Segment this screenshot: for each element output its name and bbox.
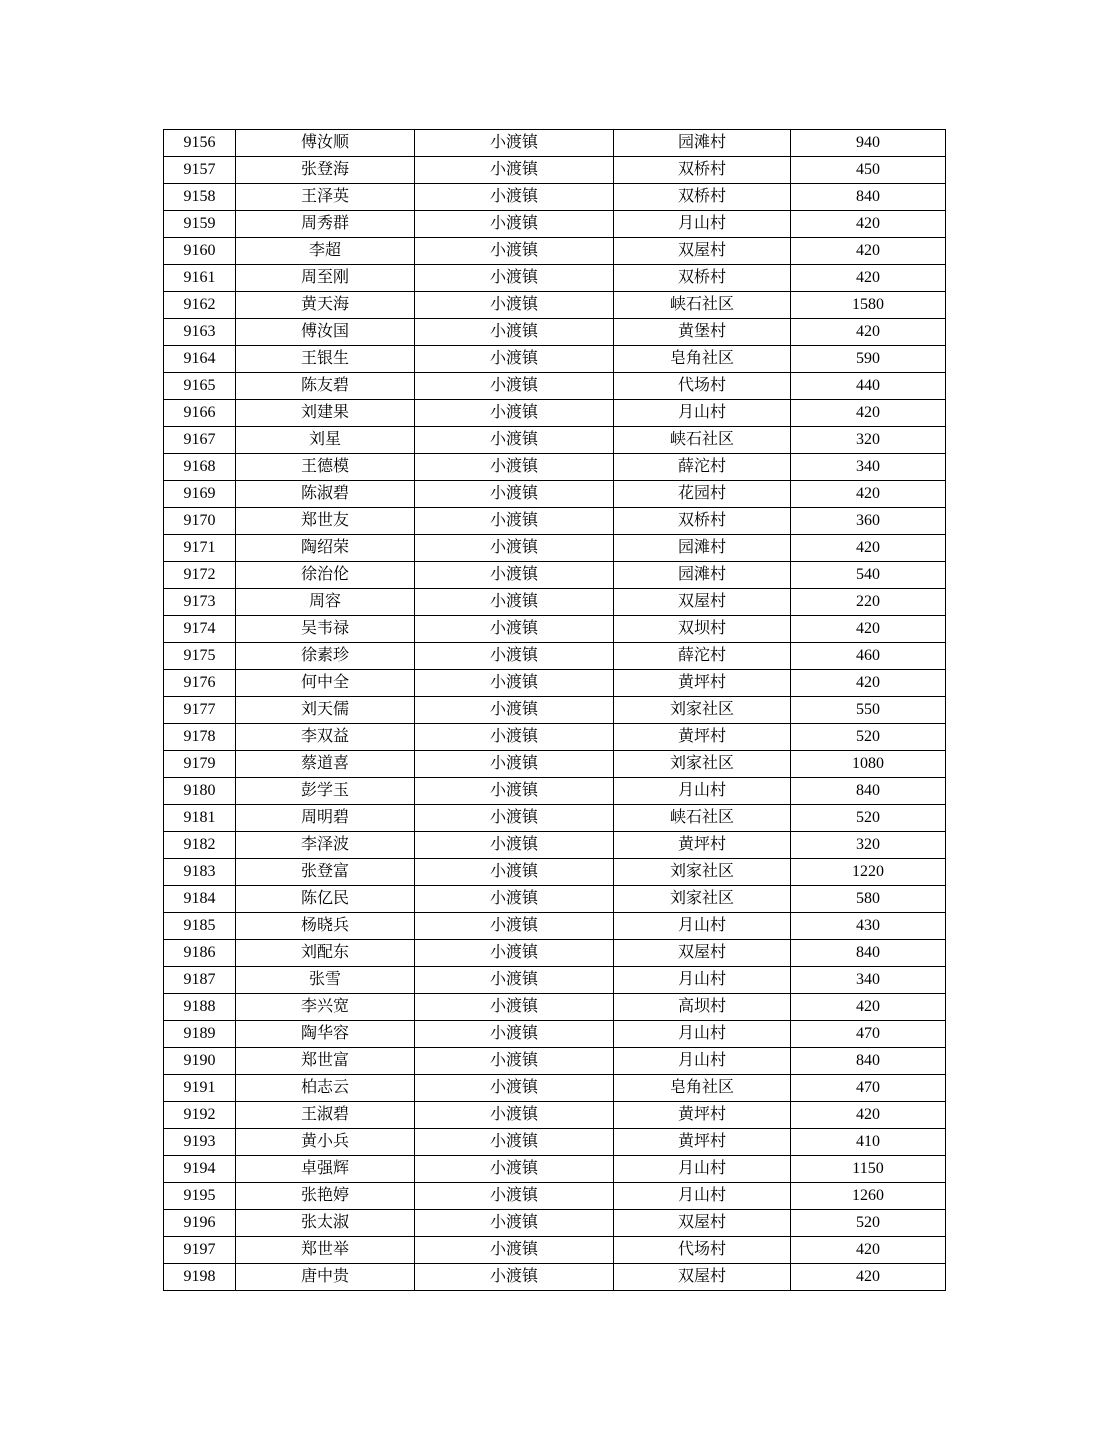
table-cell-name: 彭学玉 [236,778,415,805]
table-cell-id: 9158 [164,184,236,211]
table-cell-id: 9188 [164,994,236,1021]
table-cell-id: 9190 [164,1048,236,1075]
table-row [164,238,946,265]
table-cell-id: 9198 [164,1264,236,1291]
table-row [164,535,946,562]
table-cell-amount: 470 [791,1021,946,1048]
table-row [164,589,946,616]
table-cell-town: 小渡镇 [415,616,614,643]
table-cell-name: 刘星 [236,427,415,454]
table-cell-amount: 420 [791,994,946,1021]
table-cell-id: 9192 [164,1102,236,1129]
table-cell-town: 小渡镇 [415,778,614,805]
table-cell-name: 黄小兵 [236,1129,415,1156]
table-body [164,130,946,1291]
table-cell-id: 9193 [164,1129,236,1156]
table-cell-name: 郑世友 [236,508,415,535]
table-cell-id: 9179 [164,751,236,778]
table-cell-village: 薛沱村 [614,454,791,481]
table-cell-village: 代场村 [614,1237,791,1264]
table-row [164,346,946,373]
table-cell-name: 傅汝顺 [236,130,415,157]
table-cell-village: 黄坪村 [614,832,791,859]
table-cell-village: 双屋村 [614,940,791,967]
table-cell-amount: 840 [791,940,946,967]
table-cell-town: 小渡镇 [415,589,614,616]
table-cell-name: 刘建果 [236,400,415,427]
table-row [164,778,946,805]
table-cell-id: 9178 [164,724,236,751]
table-cell-village: 双坝村 [614,616,791,643]
table-row [164,427,946,454]
table-cell-town: 小渡镇 [415,724,614,751]
table-row [164,400,946,427]
table-cell-amount: 420 [791,238,946,265]
table-cell-id: 9195 [164,1183,236,1210]
table-cell-amount: 220 [791,589,946,616]
table-cell-town: 小渡镇 [415,130,614,157]
table-cell-village: 双桥村 [614,157,791,184]
table-cell-town: 小渡镇 [415,913,614,940]
table-cell-amount: 940 [791,130,946,157]
table-cell-village: 刘家社区 [614,859,791,886]
table-cell-amount: 420 [791,1237,946,1264]
table-cell-village: 黄坪村 [614,1129,791,1156]
table-cell-village: 月山村 [614,778,791,805]
table-cell-id: 9164 [164,346,236,373]
table-row [164,481,946,508]
table-row [164,751,946,778]
table-cell-town: 小渡镇 [415,238,614,265]
table-cell-town: 小渡镇 [415,427,614,454]
table-cell-id: 9162 [164,292,236,319]
table-cell-town: 小渡镇 [415,1156,614,1183]
table-cell-town: 小渡镇 [415,157,614,184]
table-cell-town: 小渡镇 [415,1237,614,1264]
table-cell-village: 月山村 [614,1183,791,1210]
table-row [164,670,946,697]
table-cell-id: 9175 [164,643,236,670]
table-row [164,643,946,670]
table-cell-name: 刘天儒 [236,697,415,724]
table-cell-id: 9196 [164,1210,236,1237]
table-row [164,1156,946,1183]
table-cell-name: 王德模 [236,454,415,481]
table-row [164,1264,946,1291]
table-cell-amount: 360 [791,508,946,535]
table-cell-id: 9167 [164,427,236,454]
table-cell-amount: 520 [791,805,946,832]
table-cell-amount: 410 [791,1129,946,1156]
data-table [163,129,946,1291]
table-cell-name: 李超 [236,238,415,265]
table-cell-town: 小渡镇 [415,1264,614,1291]
table-cell-town: 小渡镇 [415,697,614,724]
table-cell-town: 小渡镇 [415,184,614,211]
table-cell-village: 黄坪村 [614,670,791,697]
table-cell-name: 张雪 [236,967,415,994]
table-cell-village: 皂角社区 [614,346,791,373]
table-cell-name: 陶华容 [236,1021,415,1048]
table-cell-amount: 420 [791,1102,946,1129]
table-cell-id: 9171 [164,535,236,562]
table-cell-id: 9185 [164,913,236,940]
table-cell-amount: 1220 [791,859,946,886]
table-cell-amount: 420 [791,535,946,562]
table-cell-id: 9176 [164,670,236,697]
table-cell-amount: 420 [791,400,946,427]
table-cell-name: 张登海 [236,157,415,184]
table-cell-village: 皂角社区 [614,1075,791,1102]
table-cell-town: 小渡镇 [415,535,614,562]
table-cell-name: 陈亿民 [236,886,415,913]
table-cell-amount: 470 [791,1075,946,1102]
table-cell-town: 小渡镇 [415,265,614,292]
table-row [164,211,946,238]
table-cell-town: 小渡镇 [415,1075,614,1102]
table-cell-amount: 1150 [791,1156,946,1183]
table-cell-name: 何中全 [236,670,415,697]
table-cell-id: 9166 [164,400,236,427]
table-cell-village: 月山村 [614,400,791,427]
table-row [164,697,946,724]
table-cell-amount: 320 [791,832,946,859]
table-cell-village: 刘家社区 [614,697,791,724]
table-cell-id: 9191 [164,1075,236,1102]
table-cell-town: 小渡镇 [415,1021,614,1048]
table-cell-name: 黄天海 [236,292,415,319]
table-cell-id: 9173 [164,589,236,616]
table-cell-name: 王淑碧 [236,1102,415,1129]
table-cell-name: 周明碧 [236,805,415,832]
table-cell-town: 小渡镇 [415,292,614,319]
table-cell-name: 郑世富 [236,1048,415,1075]
table-cell-name: 柏志云 [236,1075,415,1102]
table-cell-name: 唐中贵 [236,1264,415,1291]
table-cell-id: 9181 [164,805,236,832]
table-row [164,319,946,346]
table-cell-amount: 320 [791,427,946,454]
table-cell-name: 刘配东 [236,940,415,967]
table-cell-amount: 440 [791,373,946,400]
table-row [164,859,946,886]
table-cell-town: 小渡镇 [415,454,614,481]
table-cell-town: 小渡镇 [415,562,614,589]
table-cell-village: 双屋村 [614,1264,791,1291]
table-cell-id: 9174 [164,616,236,643]
table-row [164,1237,946,1264]
table-cell-amount: 420 [791,265,946,292]
table-cell-amount: 420 [791,616,946,643]
table-cell-id: 9172 [164,562,236,589]
table-cell-id: 9177 [164,697,236,724]
table-cell-town: 小渡镇 [415,211,614,238]
table-row [164,508,946,535]
table-cell-town: 小渡镇 [415,670,614,697]
table-cell-amount: 1260 [791,1183,946,1210]
table-cell-name: 郑世举 [236,1237,415,1264]
table-cell-village: 峡石社区 [614,805,791,832]
table-cell-id: 9160 [164,238,236,265]
table-cell-amount: 420 [791,211,946,238]
table-cell-name: 王泽英 [236,184,415,211]
table-row [164,805,946,832]
table-cell-name: 傅汝国 [236,319,415,346]
table-cell-town: 小渡镇 [415,373,614,400]
table-cell-name: 陶绍荣 [236,535,415,562]
table-row [164,1075,946,1102]
table-cell-name: 杨晓兵 [236,913,415,940]
table-row [164,130,946,157]
table-cell-amount: 520 [791,1210,946,1237]
table-cell-name: 李双益 [236,724,415,751]
table-cell-name: 李泽波 [236,832,415,859]
table-row [164,967,946,994]
table-cell-town: 小渡镇 [415,1183,614,1210]
table-cell-village: 双桥村 [614,508,791,535]
table-cell-village: 双屋村 [614,589,791,616]
table-cell-name: 张艳婷 [236,1183,415,1210]
table-cell-id: 9184 [164,886,236,913]
table-row [164,265,946,292]
table-cell-name: 张太淑 [236,1210,415,1237]
table-row [164,454,946,481]
table-cell-village: 园滩村 [614,130,791,157]
table-row [164,562,946,589]
table-cell-village: 高坝村 [614,994,791,1021]
table-row [164,1129,946,1156]
table-cell-id: 9157 [164,157,236,184]
table-cell-village: 月山村 [614,211,791,238]
table-cell-id: 9194 [164,1156,236,1183]
table-cell-village: 双屋村 [614,1210,791,1237]
table-cell-village: 月山村 [614,1048,791,1075]
table-cell-town: 小渡镇 [415,1129,614,1156]
table-cell-village: 刘家社区 [614,751,791,778]
table-cell-town: 小渡镇 [415,1048,614,1075]
table-cell-town: 小渡镇 [415,481,614,508]
table-cell-village: 月山村 [614,1021,791,1048]
table-cell-town: 小渡镇 [415,319,614,346]
table-cell-village: 园滩村 [614,562,791,589]
table-row [164,184,946,211]
table-cell-amount: 420 [791,481,946,508]
table-cell-amount: 1580 [791,292,946,319]
table-cell-id: 9161 [164,265,236,292]
table-cell-id: 9189 [164,1021,236,1048]
table-cell-amount: 430 [791,913,946,940]
table-cell-name: 陈友碧 [236,373,415,400]
table-cell-town: 小渡镇 [415,805,614,832]
table-row [164,1021,946,1048]
table-row [164,373,946,400]
table-cell-village: 黄坪村 [614,724,791,751]
table-cell-id: 9170 [164,508,236,535]
table-row [164,913,946,940]
table-cell-id: 9182 [164,832,236,859]
table-cell-name: 徐治伦 [236,562,415,589]
table-cell-village: 双屋村 [614,238,791,265]
table-cell-town: 小渡镇 [415,751,614,778]
table-cell-id: 9197 [164,1237,236,1264]
table-cell-amount: 1080 [791,751,946,778]
table-row [164,1048,946,1075]
table-cell-amount: 840 [791,1048,946,1075]
table-row [164,292,946,319]
table-cell-village: 峡石社区 [614,292,791,319]
table-row [164,724,946,751]
table-cell-village: 月山村 [614,913,791,940]
table-cell-id: 9186 [164,940,236,967]
table-cell-town: 小渡镇 [415,859,614,886]
table-row [164,616,946,643]
table-cell-name: 张登富 [236,859,415,886]
table-cell-amount: 580 [791,886,946,913]
table-cell-name: 李兴宽 [236,994,415,1021]
table-cell-amount: 340 [791,967,946,994]
table-cell-town: 小渡镇 [415,967,614,994]
table-cell-amount: 590 [791,346,946,373]
table-row [164,832,946,859]
table-cell-village: 刘家社区 [614,886,791,913]
table-cell-amount: 520 [791,724,946,751]
table-cell-amount: 460 [791,643,946,670]
table-cell-name: 卓强辉 [236,1156,415,1183]
table-cell-town: 小渡镇 [415,940,614,967]
table-row [164,157,946,184]
table-cell-village: 薛沱村 [614,643,791,670]
table-cell-name: 王银生 [236,346,415,373]
table-cell-id: 9165 [164,373,236,400]
table-cell-name: 周容 [236,589,415,616]
table-cell-id: 9156 [164,130,236,157]
table-cell-amount: 450 [791,157,946,184]
table-cell-village: 月山村 [614,1156,791,1183]
table-row [164,1210,946,1237]
table-cell-village: 黄堡村 [614,319,791,346]
table-cell-name: 周秀群 [236,211,415,238]
table-cell-amount: 420 [791,319,946,346]
table-cell-village: 黄坪村 [614,1102,791,1129]
table-cell-village: 园滩村 [614,535,791,562]
table-cell-town: 小渡镇 [415,994,614,1021]
table-cell-amount: 340 [791,454,946,481]
table-cell-name: 吴韦禄 [236,616,415,643]
table-cell-amount: 540 [791,562,946,589]
table-cell-amount: 840 [791,184,946,211]
table-cell-village: 双桥村 [614,184,791,211]
table-row [164,1102,946,1129]
table-cell-id: 9187 [164,967,236,994]
table-cell-amount: 550 [791,697,946,724]
table-cell-town: 小渡镇 [415,400,614,427]
table-cell-id: 9180 [164,778,236,805]
table-cell-town: 小渡镇 [415,832,614,859]
table-cell-village: 峡石社区 [614,427,791,454]
table-cell-id: 9168 [164,454,236,481]
table-cell-town: 小渡镇 [415,346,614,373]
table-cell-amount: 840 [791,778,946,805]
table-cell-amount: 420 [791,1264,946,1291]
table-cell-village: 双桥村 [614,265,791,292]
table-row [164,1183,946,1210]
table-cell-amount: 420 [791,670,946,697]
table-cell-name: 蔡道喜 [236,751,415,778]
table-row [164,940,946,967]
table-cell-village: 月山村 [614,967,791,994]
table-cell-town: 小渡镇 [415,886,614,913]
table-row [164,886,946,913]
table-cell-name: 陈淑碧 [236,481,415,508]
table-cell-name: 周至刚 [236,265,415,292]
table-cell-id: 9163 [164,319,236,346]
table-cell-town: 小渡镇 [415,1210,614,1237]
table-cell-id: 9159 [164,211,236,238]
table-cell-town: 小渡镇 [415,508,614,535]
table-cell-name: 徐素珍 [236,643,415,670]
table-cell-town: 小渡镇 [415,1102,614,1129]
table-cell-village: 花园村 [614,481,791,508]
table-cell-village: 代场村 [614,373,791,400]
table-row [164,994,946,1021]
table-cell-id: 9183 [164,859,236,886]
table-cell-town: 小渡镇 [415,643,614,670]
table-cell-id: 9169 [164,481,236,508]
